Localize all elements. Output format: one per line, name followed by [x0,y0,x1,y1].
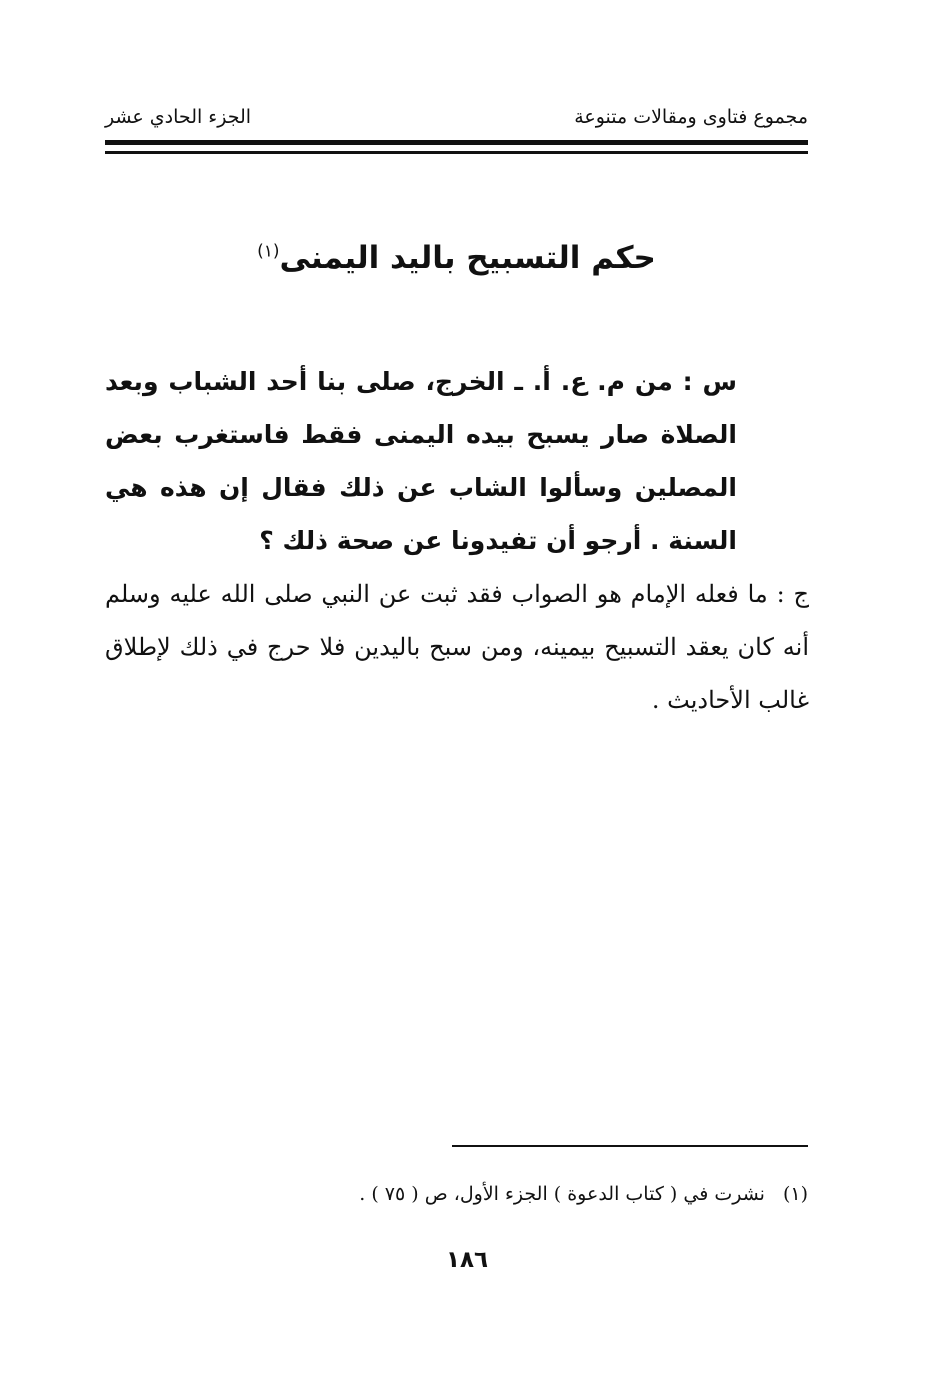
footnote-separator [452,1145,808,1147]
book-title: مجموع فتاوى ومقالات متنوعة [574,106,808,128]
running-header [105,106,808,132]
footnote-text: نشرت في ( كتاب الدعوة ) الجزء الأول، ص ( ٧٥ ) . [359,1183,765,1205]
title-footnote-marker: (١) [257,241,280,262]
page-number: ١٨٦ [445,1247,489,1273]
header-rule-thin [105,151,808,154]
answer-paragraph: ج : ما فعله الإمام هو الصواب فقد ثبت عن النبي صلى الله عليه وسلم أنه كان يعقد التسبيح بيمينه، ومن سبح باليدين فلا حرج في ذلك لإطلاق غالب الأحاديث . [105,580,809,714]
footnote-marker: (١) [782,1183,808,1205]
article-title-text: حكم التسبيح باليد اليمنى [279,240,656,276]
footnote [359,1183,808,1205]
question-paragraph: س : من م. ع. أ. ـ الخرج، صلى بنا أحد الشباب وبعد الصلاة صار يسبح بيده اليمنى فقط فاستغرب بعض المصلين وسألوا الشاب عن ذلك فقال إن هذه هي السنة . أرجو أن تفيدونا عن صحة ذلك ؟ [105,367,737,555]
header-rule-thick [105,140,808,145]
volume-label: الجزء الحادي عشر [105,106,252,128]
article-title [105,240,808,276]
